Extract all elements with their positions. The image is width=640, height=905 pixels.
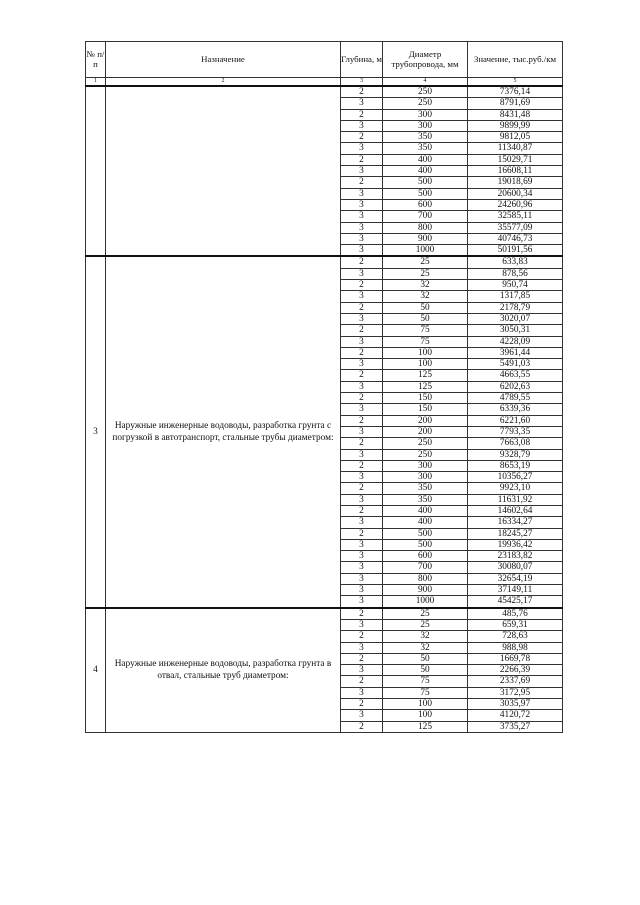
diameter-cell: 32	[383, 291, 468, 302]
diameter-cell: 700	[383, 211, 468, 222]
depth-cell: 3	[341, 517, 383, 528]
value-cell: 3961,44	[468, 347, 563, 358]
value-cell: 950,74	[468, 280, 563, 291]
value-cell: 9328,79	[468, 449, 563, 460]
depth-cell: 2	[341, 154, 383, 165]
diameter-cell: 32	[383, 642, 468, 653]
diameter-cell: 500	[383, 188, 468, 199]
value-cell: 4789,55	[468, 393, 563, 404]
value-cell: 19018,69	[468, 177, 563, 188]
value-cell: 3172,95	[468, 687, 563, 698]
item-number: 4	[86, 608, 106, 733]
value-cell: 9812,05	[468, 132, 563, 143]
diameter-cell: 150	[383, 393, 468, 404]
value-cell: 4228,09	[468, 336, 563, 347]
diameter-cell: 200	[383, 415, 468, 426]
depth-cell: 3	[341, 665, 383, 676]
diameter-cell: 500	[383, 539, 468, 550]
depth-cell: 3	[341, 199, 383, 210]
value-cell: 24260,96	[468, 199, 563, 210]
depth-cell: 2	[341, 483, 383, 494]
column-numbers-row	[86, 78, 563, 87]
header-row	[86, 42, 563, 78]
value-cell: 11631,92	[468, 494, 563, 505]
depth-cell: 3	[341, 562, 383, 573]
diameter-cell: 400	[383, 505, 468, 516]
depth-cell: 3	[341, 188, 383, 199]
value-cell: 988,98	[468, 642, 563, 653]
depth-cell: 3	[341, 211, 383, 222]
value-cell: 20600,34	[468, 188, 563, 199]
diameter-cell: 100	[383, 359, 468, 370]
value-cell: 3035,97	[468, 699, 563, 710]
diameter-cell: 1000	[383, 245, 468, 257]
diameter-cell: 700	[383, 562, 468, 573]
value-cell: 45425,17	[468, 596, 563, 608]
column-number: 3	[341, 78, 383, 87]
item-description: Наружные инженерные водоводы, разработка грунта в отвал, стальные труб диаметром:	[106, 608, 341, 733]
diameter-cell: 125	[383, 370, 468, 381]
diameter-cell: 75	[383, 687, 468, 698]
depth-cell: 2	[341, 325, 383, 336]
diameter-cell: 900	[383, 585, 468, 596]
cost-table	[85, 41, 563, 733]
diameter-cell: 50	[383, 665, 468, 676]
depth-cell: 3	[341, 539, 383, 550]
depth-cell: 2	[341, 393, 383, 404]
value-cell: 16334,27	[468, 517, 563, 528]
diameter-cell: 25	[383, 608, 468, 620]
depth-cell: 3	[341, 143, 383, 154]
value-cell: 3735,27	[468, 721, 563, 732]
value-cell: 9899,99	[468, 120, 563, 131]
depth-cell: 2	[341, 460, 383, 471]
value-cell: 878,56	[468, 268, 563, 279]
value-cell: 633,83	[468, 256, 563, 268]
diameter-cell: 250	[383, 86, 468, 98]
depth-cell: 3	[341, 449, 383, 460]
diameter-cell: 400	[383, 166, 468, 177]
depth-cell: 3	[341, 472, 383, 483]
depth-cell: 3	[341, 313, 383, 324]
depth-cell: 2	[341, 415, 383, 426]
depth-cell: 2	[341, 370, 383, 381]
depth-cell: 2	[341, 177, 383, 188]
value-cell: 8653,19	[468, 460, 563, 471]
diameter-cell: 350	[383, 494, 468, 505]
header-no: № п/п	[86, 42, 106, 78]
depth-cell: 2	[341, 86, 383, 98]
value-cell: 485,76	[468, 608, 563, 620]
depth-cell: 3	[341, 291, 383, 302]
value-cell: 35577,09	[468, 222, 563, 233]
depth-cell: 2	[341, 676, 383, 687]
value-cell: 32585,11	[468, 211, 563, 222]
value-cell: 2337,69	[468, 676, 563, 687]
depth-cell: 2	[341, 721, 383, 732]
value-cell: 50191,56	[468, 245, 563, 257]
value-cell: 11340,87	[468, 143, 563, 154]
value-cell: 4663,55	[468, 370, 563, 381]
diameter-cell: 100	[383, 710, 468, 721]
table-row	[86, 608, 563, 620]
depth-cell: 2	[341, 302, 383, 313]
depth-cell: 3	[341, 596, 383, 608]
value-cell: 1669,78	[468, 653, 563, 664]
header-depth: Глубина, м	[341, 42, 383, 78]
table-row	[86, 256, 563, 268]
depth-cell: 3	[341, 245, 383, 257]
diameter-cell: 300	[383, 472, 468, 483]
depth-cell: 2	[341, 438, 383, 449]
depth-cell: 3	[341, 404, 383, 415]
depth-cell: 2	[341, 132, 383, 143]
diameter-cell: 600	[383, 551, 468, 562]
depth-cell: 3	[341, 585, 383, 596]
depth-cell: 3	[341, 222, 383, 233]
column-number: 4	[383, 78, 468, 87]
diameter-cell: 600	[383, 199, 468, 210]
diameter-cell: 32	[383, 280, 468, 291]
diameter-cell: 25	[383, 619, 468, 630]
item-description	[106, 86, 341, 256]
diameter-cell: 125	[383, 721, 468, 732]
depth-cell: 3	[341, 120, 383, 131]
diameter-cell: 32	[383, 631, 468, 642]
diameter-cell: 50	[383, 653, 468, 664]
depth-cell: 3	[341, 233, 383, 244]
diameter-cell: 250	[383, 438, 468, 449]
diameter-cell: 75	[383, 325, 468, 336]
value-cell: 19936,42	[468, 539, 563, 550]
value-cell: 7793,35	[468, 426, 563, 437]
value-cell: 7663,08	[468, 438, 563, 449]
diameter-cell: 300	[383, 460, 468, 471]
value-cell: 18245,27	[468, 528, 563, 539]
item-number	[86, 86, 106, 256]
depth-cell: 2	[341, 109, 383, 120]
table-group	[86, 256, 563, 607]
depth-cell: 3	[341, 573, 383, 584]
depth-cell: 3	[341, 359, 383, 370]
header-purpose: Назначение	[106, 42, 341, 78]
value-cell: 16608,11	[468, 166, 563, 177]
value-cell: 3020,07	[468, 313, 563, 324]
diameter-cell: 500	[383, 177, 468, 188]
diameter-cell: 25	[383, 256, 468, 268]
value-cell: 32654,19	[468, 573, 563, 584]
value-cell: 2266,39	[468, 665, 563, 676]
value-cell: 9923,10	[468, 483, 563, 494]
value-cell: 14602,64	[468, 505, 563, 516]
diameter-cell: 1000	[383, 596, 468, 608]
depth-cell: 3	[341, 381, 383, 392]
depth-cell: 3	[341, 268, 383, 279]
diameter-cell: 900	[383, 233, 468, 244]
item-description: Наружные инженерные водоводы, разработка грунта с погрузкой в автотранспорт, стальные трубы диаметром:	[106, 256, 341, 607]
diameter-cell: 75	[383, 676, 468, 687]
depth-cell: 2	[341, 528, 383, 539]
depth-cell: 3	[341, 710, 383, 721]
value-cell: 659,31	[468, 619, 563, 630]
diameter-cell: 125	[383, 381, 468, 392]
diameter-cell: 300	[383, 120, 468, 131]
depth-cell: 2	[341, 280, 383, 291]
table-group	[86, 608, 563, 733]
value-cell: 23183,82	[468, 551, 563, 562]
diameter-cell: 100	[383, 699, 468, 710]
diameter-cell: 50	[383, 313, 468, 324]
value-cell: 37149,11	[468, 585, 563, 596]
value-cell: 8431,48	[468, 109, 563, 120]
depth-cell: 2	[341, 653, 383, 664]
diameter-cell: 200	[383, 426, 468, 437]
depth-cell: 2	[341, 347, 383, 358]
value-cell: 6202,63	[468, 381, 563, 392]
value-cell: 6221,60	[468, 415, 563, 426]
diameter-cell: 50	[383, 302, 468, 313]
diameter-cell: 300	[383, 109, 468, 120]
value-cell: 30080,07	[468, 562, 563, 573]
diameter-cell: 400	[383, 154, 468, 165]
value-cell: 4120,72	[468, 710, 563, 721]
column-number: 2	[106, 78, 341, 87]
depth-cell: 2	[341, 699, 383, 710]
column-number: 1	[86, 78, 106, 87]
depth-cell: 3	[341, 551, 383, 562]
diameter-cell: 350	[383, 132, 468, 143]
depth-cell: 2	[341, 256, 383, 268]
value-cell: 40746,73	[468, 233, 563, 244]
value-cell: 2178,79	[468, 302, 563, 313]
value-cell: 728,63	[468, 631, 563, 642]
depth-cell: 3	[341, 98, 383, 109]
depth-cell: 2	[341, 608, 383, 620]
value-cell: 8791,69	[468, 98, 563, 109]
value-cell: 1317,85	[468, 291, 563, 302]
value-cell: 10356,27	[468, 472, 563, 483]
depth-cell: 3	[341, 687, 383, 698]
depth-cell: 2	[341, 631, 383, 642]
depth-cell: 3	[341, 426, 383, 437]
diameter-cell: 100	[383, 347, 468, 358]
depth-cell: 3	[341, 642, 383, 653]
diameter-cell: 500	[383, 528, 468, 539]
value-cell: 7376,14	[468, 86, 563, 98]
table-group	[86, 86, 563, 256]
diameter-cell: 250	[383, 449, 468, 460]
diameter-cell: 350	[383, 483, 468, 494]
value-cell: 6339,36	[468, 404, 563, 415]
depth-cell: 3	[341, 494, 383, 505]
value-cell: 5491,03	[468, 359, 563, 370]
header-diameter: Диаметр трубопровода, мм	[383, 42, 468, 78]
table-row	[86, 86, 563, 98]
diameter-cell: 350	[383, 143, 468, 154]
diameter-cell: 25	[383, 268, 468, 279]
diameter-cell: 800	[383, 222, 468, 233]
diameter-cell: 400	[383, 517, 468, 528]
value-cell: 3050,31	[468, 325, 563, 336]
depth-cell: 3	[341, 336, 383, 347]
item-number: 3	[86, 256, 106, 607]
depth-cell: 2	[341, 505, 383, 516]
depth-cell: 3	[341, 166, 383, 177]
depth-cell: 3	[341, 619, 383, 630]
value-cell: 15029,71	[468, 154, 563, 165]
diameter-cell: 150	[383, 404, 468, 415]
column-number: 5	[468, 78, 563, 87]
header-value: Значение, тыс.руб./км	[468, 42, 563, 78]
diameter-cell: 800	[383, 573, 468, 584]
diameter-cell: 250	[383, 98, 468, 109]
diameter-cell: 75	[383, 336, 468, 347]
